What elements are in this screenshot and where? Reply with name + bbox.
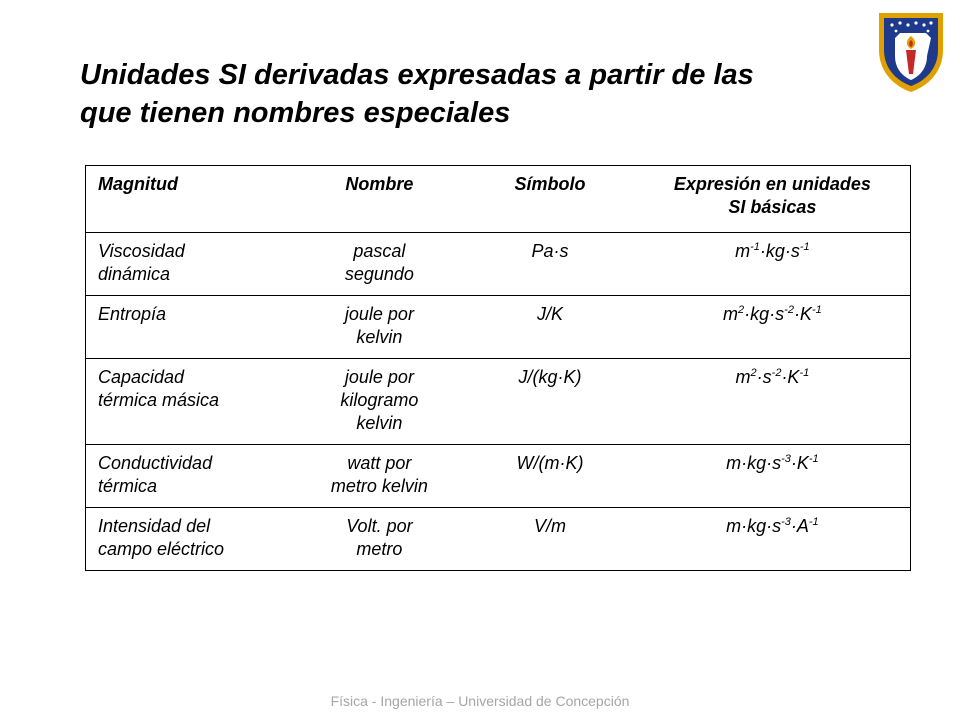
cell-expresion bbox=[635, 445, 911, 508]
expr-base: m bbox=[735, 367, 751, 387]
cell-text: kelvin bbox=[356, 327, 403, 347]
expr-exponent: -1 bbox=[799, 241, 810, 253]
cell-text: Volt. por bbox=[346, 516, 413, 536]
expr-base: ·kg·s bbox=[759, 241, 800, 261]
header-nombre: Nombre bbox=[294, 166, 466, 233]
cell-expresion bbox=[635, 233, 911, 296]
cell-text: Conductividad bbox=[98, 453, 213, 473]
cell-magnitud bbox=[86, 296, 294, 359]
cell-text: watt por bbox=[347, 453, 412, 473]
cell-text: kilogramo bbox=[340, 390, 419, 410]
cell-text: metro kelvin bbox=[330, 476, 428, 496]
cell-text: metro bbox=[356, 539, 403, 559]
cell-text: térmica bbox=[98, 476, 158, 496]
cell-text: Capacidad bbox=[98, 367, 185, 387]
header-expresion-line-2: SI básicas bbox=[728, 197, 817, 217]
table-row bbox=[86, 233, 911, 296]
expr-exponent: -2 bbox=[784, 304, 794, 316]
expr-exponent: -1 bbox=[808, 516, 819, 528]
title-line-1: Unidades SI derivadas expresadas a partir de las bbox=[80, 59, 754, 91]
expr-base: ·K bbox=[790, 453, 809, 473]
expr-base: m·kg·s bbox=[726, 516, 782, 536]
cell-expresion bbox=[635, 508, 911, 571]
university-crest-icon bbox=[876, 10, 946, 94]
cell-nombre bbox=[294, 445, 466, 508]
cell-simbolo: Pa·s bbox=[465, 233, 635, 296]
expr-base: ·A bbox=[790, 516, 809, 536]
expr-exponent: 2 bbox=[750, 367, 757, 379]
cell-text: joule por bbox=[344, 367, 414, 387]
cell-simbolo: W/(m·K) bbox=[465, 445, 635, 508]
expr-base: ·K bbox=[781, 367, 800, 387]
table-row bbox=[86, 445, 911, 508]
cell-text: Intensidad del bbox=[98, 516, 211, 536]
table-row bbox=[86, 508, 911, 571]
cell-text: Entropía bbox=[98, 304, 167, 324]
cell-magnitud bbox=[86, 508, 294, 571]
expr-exponent: -1 bbox=[808, 453, 819, 465]
cell-text: dinámica bbox=[98, 264, 171, 284]
expr-exponent: -1 bbox=[799, 367, 810, 379]
expr-base: m bbox=[723, 304, 739, 324]
expr-exponent: 2 bbox=[738, 304, 745, 316]
cell-text: joule por bbox=[344, 304, 414, 324]
cell-simbolo: J/K bbox=[465, 296, 635, 359]
cell-nombre bbox=[294, 359, 466, 445]
header-expresion bbox=[635, 166, 911, 233]
expr-base: ·s bbox=[756, 367, 772, 387]
si-units-table bbox=[85, 165, 911, 571]
cell-text: Viscosidad bbox=[98, 241, 185, 261]
expr-base: ·K bbox=[793, 304, 812, 324]
cell-expresion bbox=[635, 296, 911, 359]
table-row bbox=[86, 359, 911, 445]
cell-text: térmica másica bbox=[98, 390, 220, 410]
title-line-2: que tienen nombres especiales bbox=[80, 97, 511, 129]
cell-text: pascal bbox=[353, 241, 406, 261]
expr-exponent: -3 bbox=[781, 453, 791, 465]
expr-base: ·kg·s bbox=[744, 304, 785, 324]
cell-text: campo eléctrico bbox=[98, 539, 225, 559]
expr-base: m·kg·s bbox=[726, 453, 782, 473]
cell-simbolo: V/m bbox=[465, 508, 635, 571]
header-expresion-line-1: Expresión en unidades bbox=[673, 174, 871, 194]
table-row bbox=[86, 296, 911, 359]
slide-title bbox=[80, 56, 870, 132]
cell-nombre bbox=[294, 233, 466, 296]
cell-expresion bbox=[635, 359, 911, 445]
cell-simbolo: J/(kg·K) bbox=[465, 359, 635, 445]
expr-exponent: -1 bbox=[811, 304, 822, 316]
table-header-row bbox=[86, 166, 911, 233]
expr-exponent: -3 bbox=[781, 516, 791, 528]
slide-footer: Física - Ingeniería – Universidad de Concepción bbox=[330, 693, 630, 709]
cell-nombre bbox=[294, 508, 466, 571]
expr-base: m bbox=[735, 241, 751, 261]
cell-magnitud bbox=[86, 445, 294, 508]
expr-exponent: -2 bbox=[771, 367, 782, 379]
cell-text: kelvin bbox=[356, 413, 403, 433]
cell-magnitud bbox=[86, 233, 294, 296]
cell-magnitud bbox=[86, 359, 294, 445]
cell-nombre bbox=[294, 296, 466, 359]
expr-exponent: -1 bbox=[750, 241, 760, 253]
header-magnitud: Magnitud bbox=[86, 166, 294, 233]
cell-text: segundo bbox=[344, 264, 414, 284]
header-simbolo: Símbolo bbox=[465, 166, 635, 233]
